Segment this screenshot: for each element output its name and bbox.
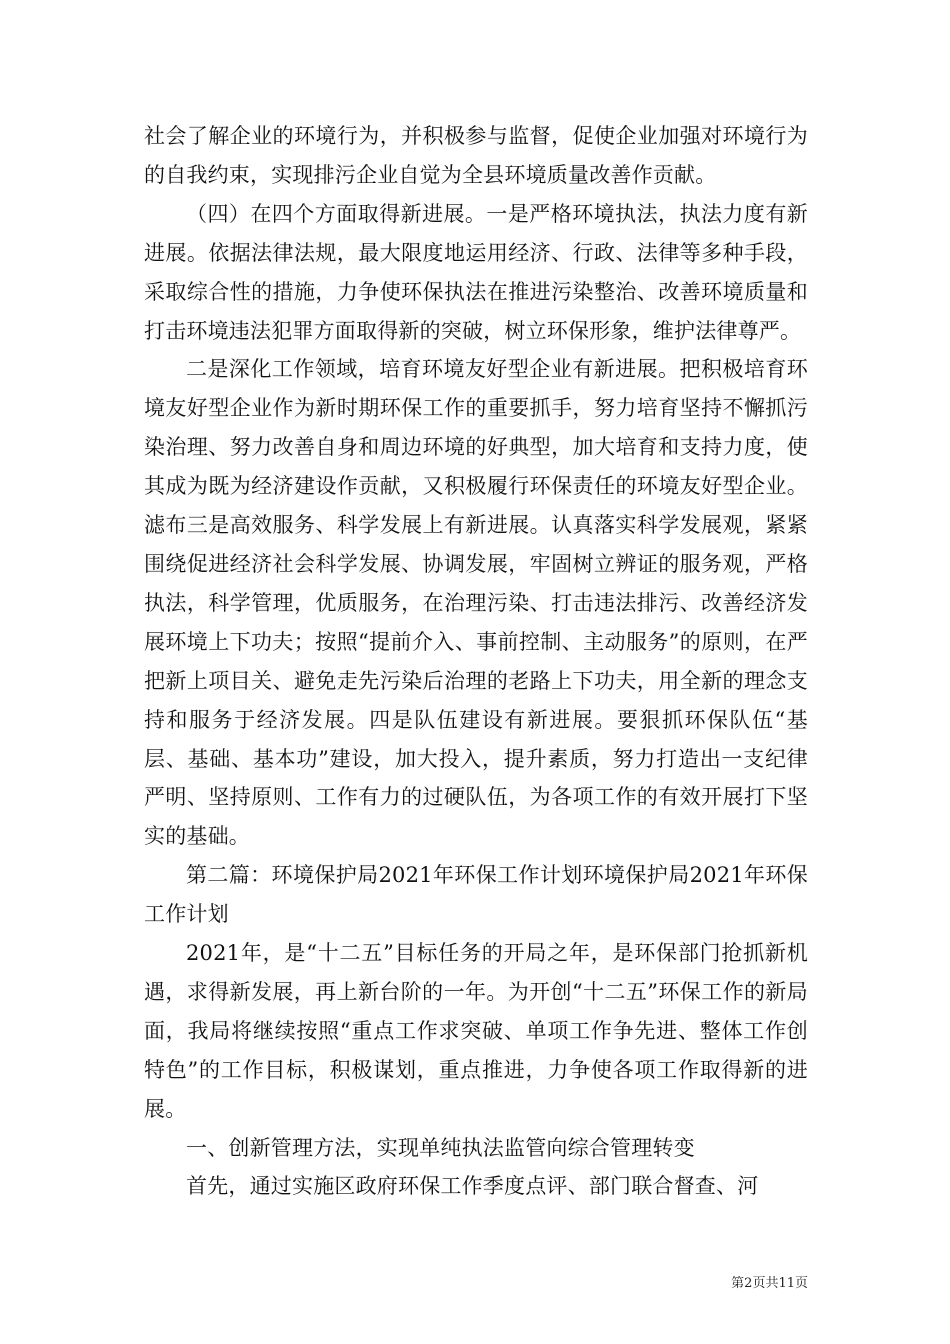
paragraph-continuation: 社会了解企业的环境行为，并积极参与监督，促使企业加强对环境行为的自我约束，实现排污企业自觉为全县环境质量改善作贡献。 — [144, 124, 808, 187]
paragraph-chapter-two-title: 第二篇：环境保护局2021年环保工作计划环境保护局2021年环保工作计划 — [144, 863, 808, 927]
paragraph-plan-intro: 2021年，是“十二五”目标任务的开局之年，是环保部门抢抓新机遇，求得新发展，再上新台阶的一年。为开创“十二五”环保工作的新局面，我局将继续按照“重点工作求突破、单项工作争先进、整体工作创特色”的工作目标，积极谋划，重点推进，力争使各项工作取得新的进展。 — [144, 941, 808, 1121]
page-number-footer: 第2页共11页 — [731, 1276, 808, 1291]
section-heading-innovation: 一、创新管理方法，实现单纯执法监管向综合管理转变 — [186, 1135, 695, 1160]
paragraph-four-aspects: （四）在四个方面取得新进展。一是严格环境执法，执法力度有新进展。依据法律法规，最大限度地运用经济、行政、法律等多种手段，采取综合性的措施，力争使环保执法在推进污染整治、改善环境质量和打击环境违法犯罪方面取得新的突破，树立环保形象，维护法律尊严。 — [144, 201, 808, 343]
paragraph-second-to-fourth: 二是深化工作领域，培育环境友好型企业有新进展。把积极培育环境友好型企业作为新时期环保工作的重要抓手，努力培育坚持不懈抓污染治理、努力改善自身和周边环境的好典型，加大培育和支持力度，使其成为既为经济建设作贡献，又积极履行环保责任的环境友好型企业。滤布三是高效服务、科学发展上有新进展。认真落实科学发展观，紧紧围绕促进经济社会科学发展、协调发展，牢固树立辨证的服务观，严格执法，科学管理，优质服务，在治理污染、打击违法排污、改善经济发展环境上下功夫；按照“提前介入、事前控制、主动服务”的原则，在严把新上项目关、避免走先污染后治理的老路上下功夫，用全新的理念支持和服务于经济发展。四是队伍建设有新进展。要狠抓环保队伍“基层、基础、基本功”建设，加大投入，提升素质，努力打造出一支纪律严明、坚持原则、工作有力的过硬队伍，为各项工作的有效开展打下坚实的基础。 — [144, 357, 808, 849]
paragraph-firstly: 首先，通过实施区政府环保工作季度点评、部门联合督查、河 — [186, 1174, 759, 1199]
document-body — [144, 117, 808, 1206]
